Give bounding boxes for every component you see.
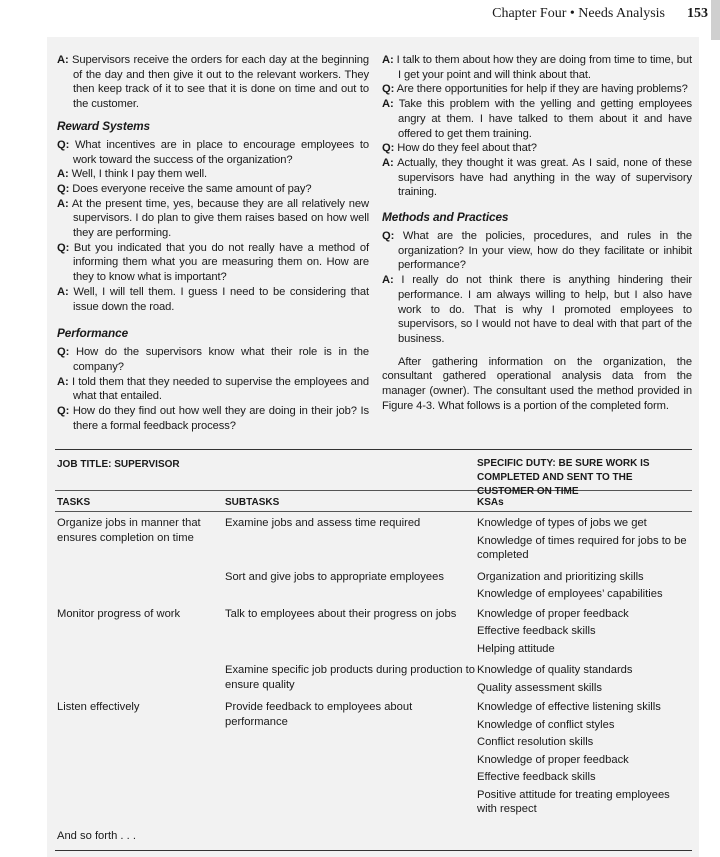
ksa-item: Knowledge of effective listening skills (477, 701, 661, 714)
qa-item: A: I talk to them about how they are doing from time to time, but I get your point and will think about that. (382, 54, 692, 81)
table-row (55, 570, 692, 605)
qa-item: Q: But you indicated that you do not really have a method of informing them what you are measuring them on. How are they to know what is important? (57, 241, 369, 284)
ksa-item: Knowledge of employees’ capabilities (477, 588, 663, 601)
section-heading-performance: Performance (57, 326, 129, 341)
qa-item: A: I told them that they needed to supervise the employees and what that entailed. (57, 375, 369, 403)
task-cell (55, 663, 225, 698)
section-heading-reward: Reward Systems (57, 118, 151, 133)
table-divider (55, 511, 692, 512)
qa-item: Q: How do they find out how well they are doing in their job? Is there a formal feedback process? (57, 405, 369, 432)
ksa-cell (477, 607, 692, 660)
ksa-item: Effective feedback skills (477, 771, 596, 784)
qa-item: Q: Are there opportunities for help if they are having problems? (382, 83, 688, 96)
qa-item: Q: What are the policies, procedures, and rules in the organization? In your view, how do they facilitate or inhibit performance? (382, 230, 692, 272)
ksa-item: Knowledge of proper feedback (477, 753, 629, 766)
ksa-item: Knowledge of times required for jobs to be completed (477, 534, 687, 562)
task-cell: Organize jobs in manner that ensures completion on time (57, 517, 201, 544)
ksa-item: Positive attitude for treating employees with respect (477, 788, 670, 816)
ksa-item: Knowledge of conflict styles (477, 718, 615, 731)
ksa-cell (477, 663, 692, 698)
page-number: 153 (687, 6, 708, 21)
column-header-row (55, 491, 692, 511)
subtask-cell: Examine jobs and assess time required (225, 517, 421, 529)
table-title-row (55, 450, 692, 497)
ksa-item: Knowledge of proper feedback (477, 607, 629, 620)
qa-item: A: At the present time, yes, because they are all relatively new supervisors. I do plan to give them raises based on how well they are performing. (57, 197, 370, 240)
table-bottom-rule (55, 850, 692, 851)
qa-item: A: Take this problem with the yelling and getting employees angry at them. I have talked to them about it and have offered to get them training. (382, 98, 693, 140)
left-column (57, 53, 369, 433)
table-row (55, 700, 692, 820)
ksa-cell (477, 516, 692, 566)
qa-item: Q: What incentives are in place to encourage employees to work toward the success of the organization? (57, 138, 369, 166)
column-header-tasks: TASKS (57, 497, 91, 508)
column-header-ksas: KSAs (477, 497, 504, 508)
subtask-cell: Sort and give jobs to appropriate employees (225, 570, 444, 583)
table-footer-note: And so forth . . . (57, 830, 136, 842)
chapter-title: Chapter Four • Needs Analysis (492, 6, 665, 21)
closing-paragraph: After gathering information on the organization, the consultant gathered operational analysis data from the manager (owner). The consultant used the method provided in Figure 4-3. What follows is a portion of the completed form. (382, 355, 692, 412)
job-analysis-table (55, 449, 692, 820)
task-cell: Monitor progress of work (57, 607, 181, 620)
ksa-cell (477, 700, 692, 820)
qa-item: A: Well, I think I pay them well. (57, 168, 208, 181)
qa-item: A: I really do not think there is anything hindering their performance. I am always willing to help, but I also have work to do. That is why I promoted employees to supervisors, so I would not have to deal with that part of the business. (382, 274, 692, 345)
column-header-subtasks: SUBTASKS (225, 497, 280, 508)
qa-item: A: Well, I will tell them. I guess I need to be considering that issue down the road. (57, 285, 369, 313)
ksa-item: Knowledge of types of jobs we get (477, 517, 647, 529)
subtask-cell: Talk to employees about their progress on jobs (225, 607, 457, 620)
ksa-item: Quality assessment skills (477, 681, 602, 694)
specific-duty: SPECIFIC DUTY: BE SURE WORK IS COMPLETED AND SENT TO THE CUSTOMER ON TIME (477, 458, 650, 497)
table-row (55, 607, 692, 660)
ksa-cell (477, 570, 692, 605)
running-head (0, 6, 708, 22)
ksa-item: Organization and prioritizing skills (477, 570, 644, 583)
task-cell: Listen effectively (57, 701, 140, 714)
subtask-cell: Examine specific job products during production to ensure quality (225, 664, 475, 691)
subtask-cell: Provide feedback to employees about performance (225, 701, 413, 728)
table-row (55, 516, 692, 566)
task-cell (55, 570, 225, 605)
qa-item: A: Supervisors receive the orders for each day at the beginning of the day and then give it out to the relevant workers. They then keep track of it to see that it is done on time and out to the customer. (57, 54, 369, 111)
job-title: JOB TITLE: SUPERVISOR (57, 459, 180, 470)
table-row (55, 663, 692, 698)
right-column (382, 53, 692, 413)
ksa-item: Effective feedback skills (477, 625, 596, 638)
ksa-item: Conflict resolution skills (477, 736, 594, 749)
qa-item: Q: Does everyone receive the same amount of pay? (57, 182, 312, 195)
ksa-item: Knowledge of quality standards (477, 664, 633, 677)
page-edge-tab (711, 0, 720, 40)
qa-item: A: Actually, they thought it was great. As I said, none of these supervisors have had anything in the way of supervisory training. (382, 156, 692, 199)
section-heading-methods: Methods and Practices (382, 210, 509, 225)
qa-item: Q: How do they feel about that? (382, 142, 537, 155)
qa-item: Q: How do the supervisors know what their role is in the company? (57, 346, 369, 373)
ksa-item: Helping attitude (477, 642, 555, 655)
